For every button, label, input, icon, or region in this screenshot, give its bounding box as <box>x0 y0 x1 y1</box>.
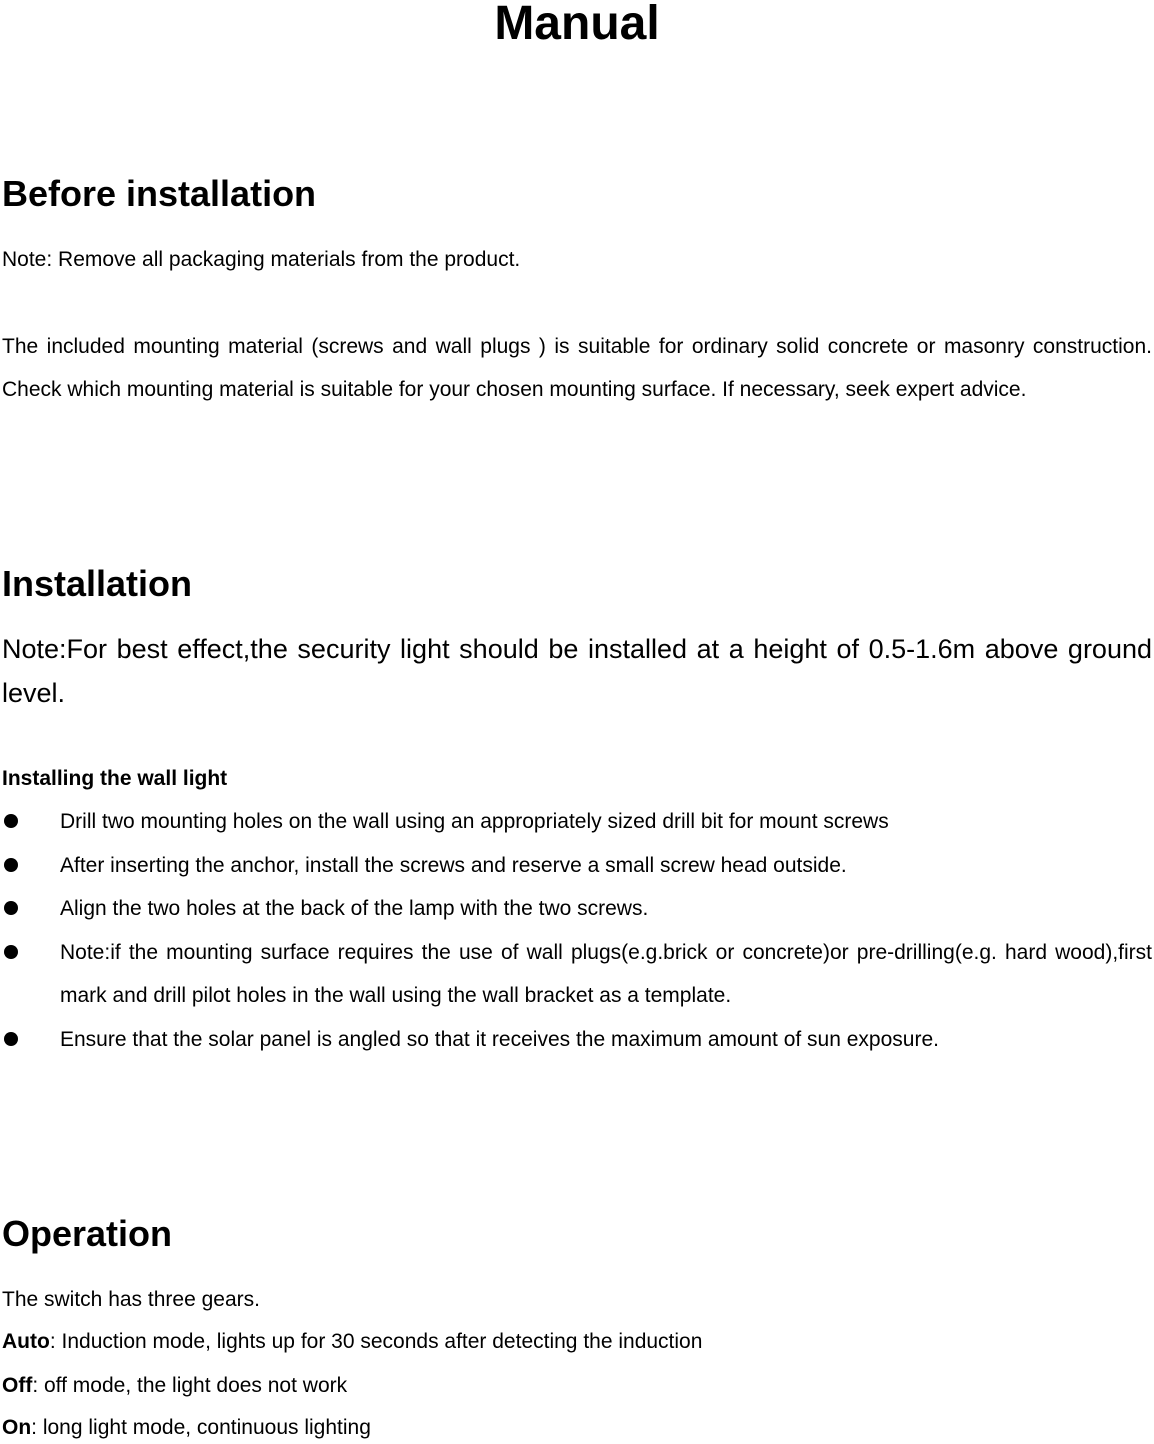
list-item <box>0 931 1152 1018</box>
step-text: Drill two mounting holes on the wall using an appropriately sized drill bit for mount screws <box>60 810 889 833</box>
page-title: Manual <box>494 0 660 50</box>
installation-heading: Installation <box>2 563 193 604</box>
step-text: Note:if the mounting surface requires the use of wall plugs(e.g.brick or concrete)or pre-drilling(e.g. hard wood),first mark and drill pilot holes in the wall using the wall bracket as a template. <box>60 940 1152 1007</box>
step-text: After inserting the anchor, install the screws and reserve a small screw head outside. <box>60 853 847 877</box>
mode-desc: : long light mode, continuous lighting <box>31 1416 371 1439</box>
mode-desc: : Induction mode, lights up for 30 seconds after detecting the induction <box>49 1330 703 1353</box>
operation-mode-auto <box>2 1327 702 1357</box>
bullet-icon <box>4 858 18 872</box>
operation-heading: Operation <box>2 1213 173 1254</box>
before-installation-paragraph: The included mounting material (screws and wall plugs ) is suitable for ordinary solid concrete or masonry construction. Check which mounting material is suitable for your chosen mounting surface. If necessary, seek expert advice. <box>2 335 1152 401</box>
bullet-icon <box>4 1032 18 1046</box>
bullet-icon <box>4 814 18 828</box>
mode-name: Off <box>2 1374 33 1397</box>
operation-intro: The switch has three gears. <box>2 1288 260 1311</box>
mode-name: Auto <box>2 1330 50 1353</box>
installation-steps-list <box>0 800 1154 1061</box>
mode-desc: : off mode, the light does not work <box>32 1374 348 1397</box>
mode-name: On <box>2 1416 32 1439</box>
before-installation-note: Note: Remove all packaging materials from the product. <box>2 248 521 271</box>
installation-note: Note:For best effect,the security light should be installed at a height of 0.5-1.6m above ground level. <box>2 634 1152 708</box>
list-item <box>0 844 1152 888</box>
step-text: Align the two holes at the back of the lamp with the two screws. <box>60 897 649 920</box>
list-item <box>0 800 1152 844</box>
installing-wall-light-subheading: Installing the wall light <box>2 767 228 790</box>
operation-mode-on <box>2 1413 371 1443</box>
bullet-icon <box>4 945 18 959</box>
before-installation-heading: Before installation <box>2 173 317 214</box>
step-text: Ensure that the solar panel is angled so that it receives the maximum amount of sun exposure. <box>60 1027 939 1051</box>
list-item <box>0 1018 1152 1062</box>
list-item <box>0 887 1152 931</box>
bullet-icon <box>4 901 18 915</box>
operation-mode-off <box>2 1371 347 1401</box>
